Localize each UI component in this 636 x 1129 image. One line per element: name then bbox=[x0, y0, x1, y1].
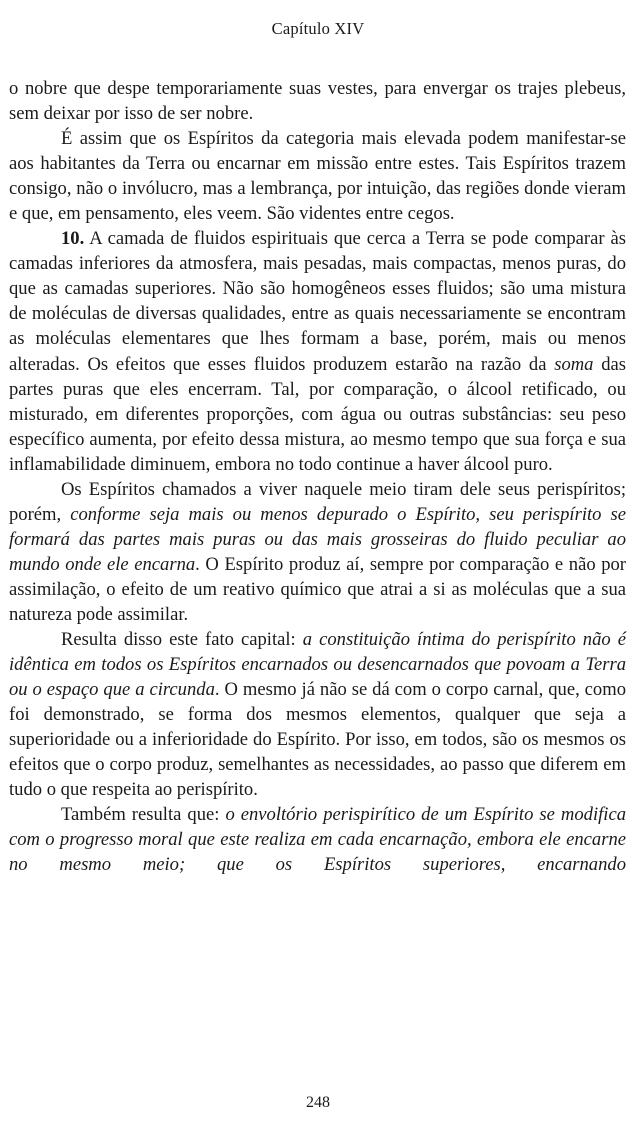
paragraph bbox=[9, 627, 626, 802]
running-head-chapter-title: Capítulo XIV bbox=[271, 19, 365, 38]
text-segment: A camada de fluidos espirituais que cerca a Terra se pode comparar às camadas inferiores da atmosfera, mais pesadas, mais compactas, menos puras, do que as camadas superiores. Não são homogêneos esses fluidos; são uma mistura de moléculas de diversas qualidades, entre as quais necessariamente se encontram as moléculas elementares que lhes formam a base, porém, mais ou menos alteradas. Os efeitos que esses fluidos produzem estarão na razão da bbox=[9, 228, 626, 375]
italic-segment: o envoltório perispirítico de um Espírito se modifica com o progresso moral que este realiza em cada encarnação, embora ele encarne no mesmo meio; que os Espíritos superiores, encarnando bbox=[9, 804, 627, 876]
text-segment: o nobre que despe temporariamente suas vestes, para envergar os trajes plebeus, sem deixar por isso de ser nobre. bbox=[9, 78, 626, 125]
paragraph-number: 10. bbox=[61, 228, 85, 250]
italic-segment: soma bbox=[554, 353, 594, 375]
paragraph bbox=[9, 126, 626, 226]
text-segment: . O Espírito produz aí, sempre por comparação e não por assimilação, o efeito de um reativo químico que atrai a si as moléculas que a sua natureza pode assimilar. bbox=[9, 553, 627, 625]
paragraph bbox=[9, 477, 626, 627]
paragraph-continuation bbox=[9, 76, 626, 126]
text-segment: . O mesmo já não se dá com o corpo carnal, que, como foi demonstrado, se forma dos mesmos elementos, qualquer que seja a superioridade ou a inferioridade do Espírito. Por isso, em todos, são os mesmos os efeitos que o corpo produz, semelhantes as necessidades, ao passo que diferem em tudo o que respeita ao perispírito. bbox=[9, 679, 626, 801]
text-segment: Também resulta que: bbox=[61, 804, 226, 826]
paragraph-continues-next-page bbox=[9, 802, 626, 877]
italic-segment: conforme seja mais ou menos depurado o Espírito, seu perispírito se formará das partes mais puras ou das mais grosseiras do fluido peculiar ao mundo onde ele encarna bbox=[9, 503, 626, 575]
italic-segment: a constituição íntima do perispírito não é idêntica em todos os Espíritos encarnados ou desencarnados que povoam a Terra ou o espaço que a circunda bbox=[9, 629, 626, 701]
paragraph-numbered bbox=[9, 226, 626, 476]
text-segment: das partes puras que eles encerram. Tal, por comparação, o álcool retificado, ou misturado, em diferentes proporções, com água ou outras substâncias: seu peso específico aumenta, por efeito dessa mistura, ao mesmo tempo que sua força e sua inflamabilidade diminuem, embora no todo continue a haver álcool puro. bbox=[9, 353, 626, 475]
text-segment: Os Espíritos chamados a viver naquele meio tiram dele seus perispíritos; porém, bbox=[9, 478, 626, 525]
text-segment: Resulta disso este fato capital: bbox=[61, 629, 303, 651]
page-number: 248 bbox=[306, 1094, 330, 1111]
body-text bbox=[9, 76, 626, 878]
text-segment: É assim que os Espíritos da categoria mais elevada podem manifestar-se aos habitantes da Terra ou encarnar em missão entre estes. Tais Espíritos trazem consigo, não o invólucro, mas a lembrança, por intuição, das regiões donde vieram e que, em pensamento, eles veem. São videntes entre cegos. bbox=[9, 128, 626, 225]
